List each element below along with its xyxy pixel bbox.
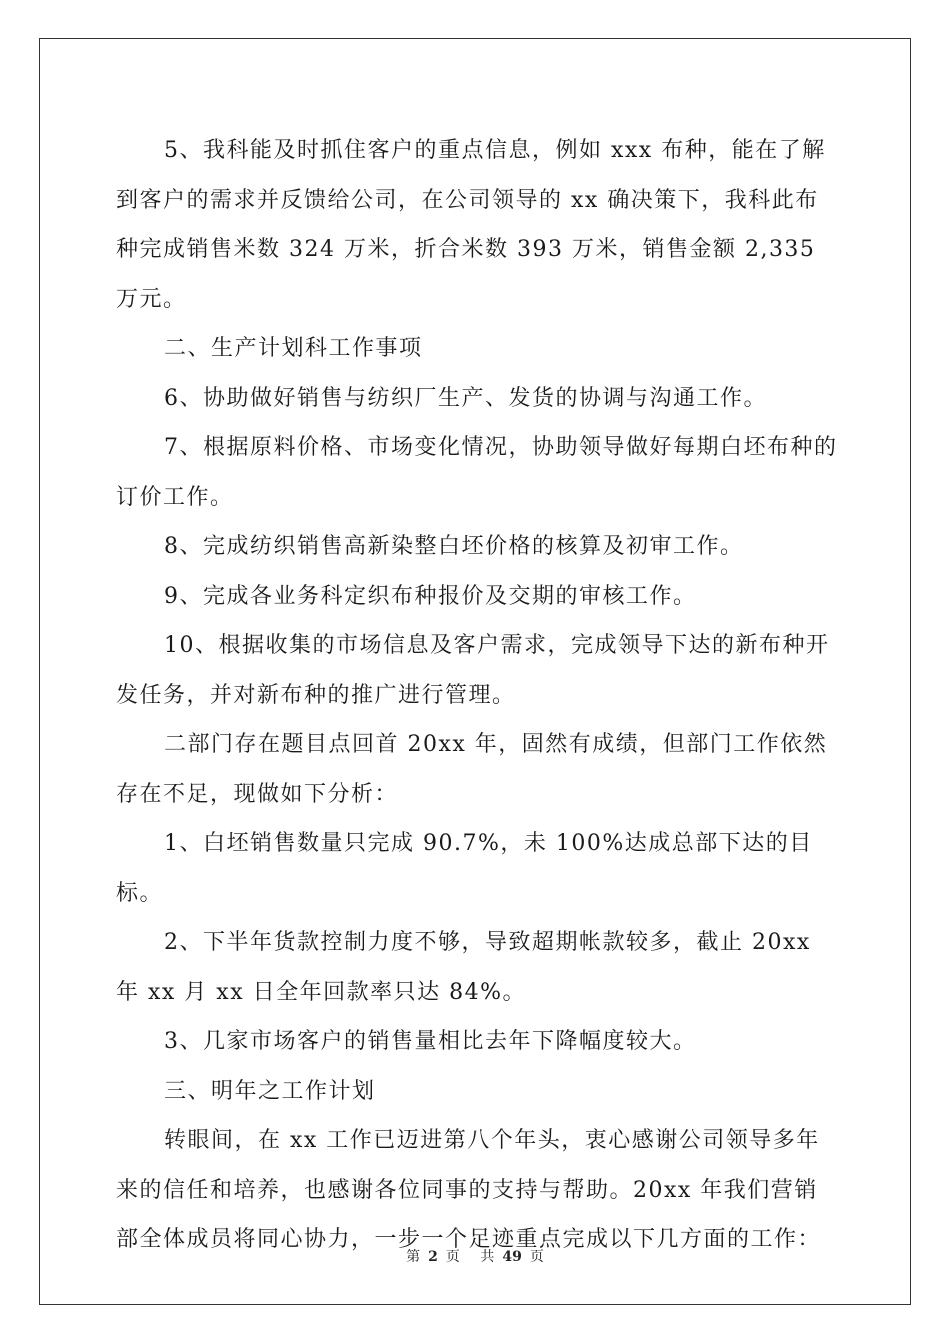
paragraph: 二部门存在题目点回首 20xx 年，固然有成绩，但部门工作依然存在不足，现做如下分析： <box>116 732 828 807</box>
page-suffix: 页 <box>445 1249 460 1265</box>
paragraph: 10、根据收集的市场信息及客户需求，完成领导下达的新布种开发任务，并对新布种的推广进行管理。 <box>116 633 830 708</box>
paragraph: 转眼间，在 xx 工作已迈进第八个年头，衷心感谢公司领导多年来的信任和培养，也感谢各位同事的支持与帮助。20xx 年我们营销部全体成员将同心协力，一步一个足迹重点完成以下几方面的工作： <box>116 1128 822 1252</box>
document-body <box>116 126 838 1265</box>
page-footer <box>0 1246 950 1266</box>
paragraph: 8、完成纺织销售高新染整白坯价格的核算及初审工作。 <box>164 534 744 559</box>
paragraph: 3、几家市场客户的销售量相比去年下降幅度较大。 <box>164 1029 697 1054</box>
total-suffix: 页 <box>529 1249 544 1265</box>
paragraph: 7、根据原料价格、市场变化情况，协助领导做好每期白坯布种的订价工作。 <box>116 435 838 510</box>
total-pages-indicator <box>476 1249 547 1265</box>
paragraph: 2、下半年货款控制力度不够，导致超期帐款较多，截止 20xx 年 xx 月 xx 日全年回款率只达 84%。 <box>116 930 811 1005</box>
paragraph: 1、白坯销售数量只完成 90.7%，未 100%达成总部下达的目标。 <box>116 831 813 906</box>
section-heading: 二、生产计划科工作事项 <box>164 336 423 361</box>
page-indicator <box>402 1249 464 1265</box>
total-pages: 49 <box>502 1249 522 1265</box>
page-number: 2 <box>428 1249 438 1265</box>
paragraph: 9、完成各业务科定织布种报价及交期的审核工作。 <box>164 583 697 609</box>
paragraph: 5、我科能及时抓住客户的重点信息，例如 xxx 布种，能在了解到客户的需求并反馈给公司，在公司领导的 xx 确决策下，我科此布种完成销售米数 324 万米，折合米数 393 万米，销售金额 2,335 万元。 <box>116 138 826 312</box>
section-heading: 三、明年之工作计划 <box>164 1078 376 1104</box>
page-prefix: 第 <box>406 1249 421 1265</box>
total-prefix: 共 <box>480 1249 495 1265</box>
paragraph: 6、协助做好销售与纺织厂生产、发货的协调与沟通工作。 <box>164 385 767 411</box>
